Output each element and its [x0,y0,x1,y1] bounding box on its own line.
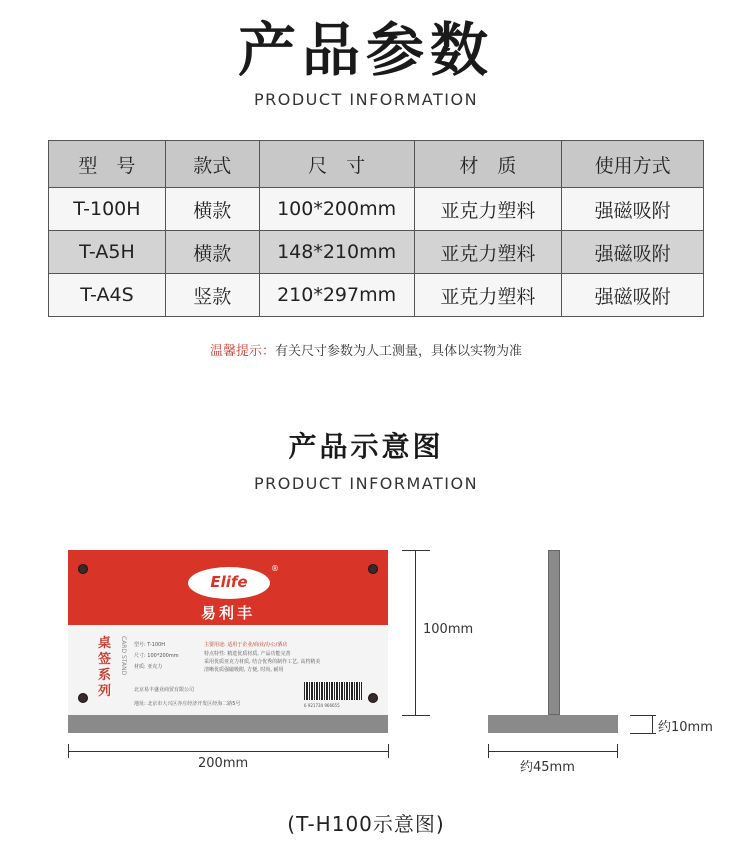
tip-text: 有关尺寸参数为人工测量，具体以实物为准 [275,344,523,359]
card-address: 地址: 北京市大兴区亦庄经济开发区经海二路5号 [134,701,241,707]
column-header: 使用方式 [562,141,704,188]
magnet-hole-icon [368,693,378,703]
table-cell: 148*210mm [259,231,414,274]
table-cell: 亚克力塑料 [414,188,562,231]
table-cell: 亚克力塑料 [414,231,562,274]
thickness-dim-line [652,715,653,734]
table-cell: T-A4S [49,274,166,317]
height-dim-bottom-tick [402,715,430,716]
barcode-icon [304,682,362,700]
table-cell: 强磁吸附 [562,274,704,317]
card-desc-line: 清晰优质强磁吸附, 方便, 时尚, 耐用 [204,667,284,673]
diagram-caption: (T-H100示意图) [287,812,445,836]
card-desc-line: 特点特性: 精选优质材质, 产品功能完善 [204,651,291,657]
table-cell: 100*200mm [259,188,414,231]
height-dim-line [415,550,416,716]
card-size-line: 尺寸: 100*200mm [134,653,179,659]
table-cell: 210*297mm [259,274,414,317]
side-view-base [488,715,618,733]
card-usage-line: 主要用途: 适用于企业/商业/办公/酒店 [204,642,288,648]
depth-dim-line [488,751,618,752]
column-header: 型 号 [49,141,166,188]
thickness-label: 约10mm [658,720,713,735]
series-name: 桌签系列 [98,636,112,699]
tip-label: 温馨提示： [209,344,275,359]
series-english: CARD STAND [120,636,127,676]
diagram-section-title: 产品示意图 [288,430,444,463]
magnet-hole-icon [78,693,88,703]
page-title: 产品参数 [237,16,494,84]
table-cell: 横款 [165,188,259,231]
column-header: 尺 寸 [259,141,414,188]
table-cell: 横款 [165,231,259,274]
registered-mark: ® [271,564,279,573]
table-row [49,188,704,231]
table-cell: 竖款 [165,274,259,317]
column-header: 材 质 [414,141,562,188]
column-header: 款式 [165,141,259,188]
barcode-number: 6 921734 966655 [304,703,340,708]
card-model-line: 型号: T-100H [134,642,165,648]
table-header-row [49,141,704,188]
width-label: 200mm [198,756,249,771]
card-base-front [68,715,388,733]
magnet-hole-icon [78,564,88,574]
table-row [49,231,704,274]
card-material-line: 材质: 亚克力 [134,664,163,670]
table-row [49,274,704,317]
card-company: 北京易丰盛业商贸有限公司 [134,687,195,693]
width-dim-line [68,751,389,752]
magnet-hole-icon [368,564,378,574]
depth-label: 约45mm [520,760,575,775]
card-desc-line: 采用优质亚克力材质, 结合优秀的制作工艺, 高档精美 [204,659,321,665]
table-cell: 强磁吸附 [562,231,704,274]
spec-table [48,140,704,317]
table-cell: T-100H [49,188,166,231]
brand-name: 易利丰 [200,604,255,622]
brand-logo: Elife [188,567,270,599]
height-label: 100mm [423,622,474,637]
page-subtitle: PRODUCT INFORMATION [253,90,479,109]
table-cell: 强磁吸附 [562,188,704,231]
height-dim-top-tick [402,550,430,551]
side-view-post [548,550,560,715]
measurement-tip [0,340,732,359]
diagram-section-subtitle: PRODUCT INFORMATION [253,474,479,493]
table-cell: T-A5H [49,231,166,274]
card-front-view [68,550,388,715]
table-cell: 亚克力塑料 [414,274,562,317]
